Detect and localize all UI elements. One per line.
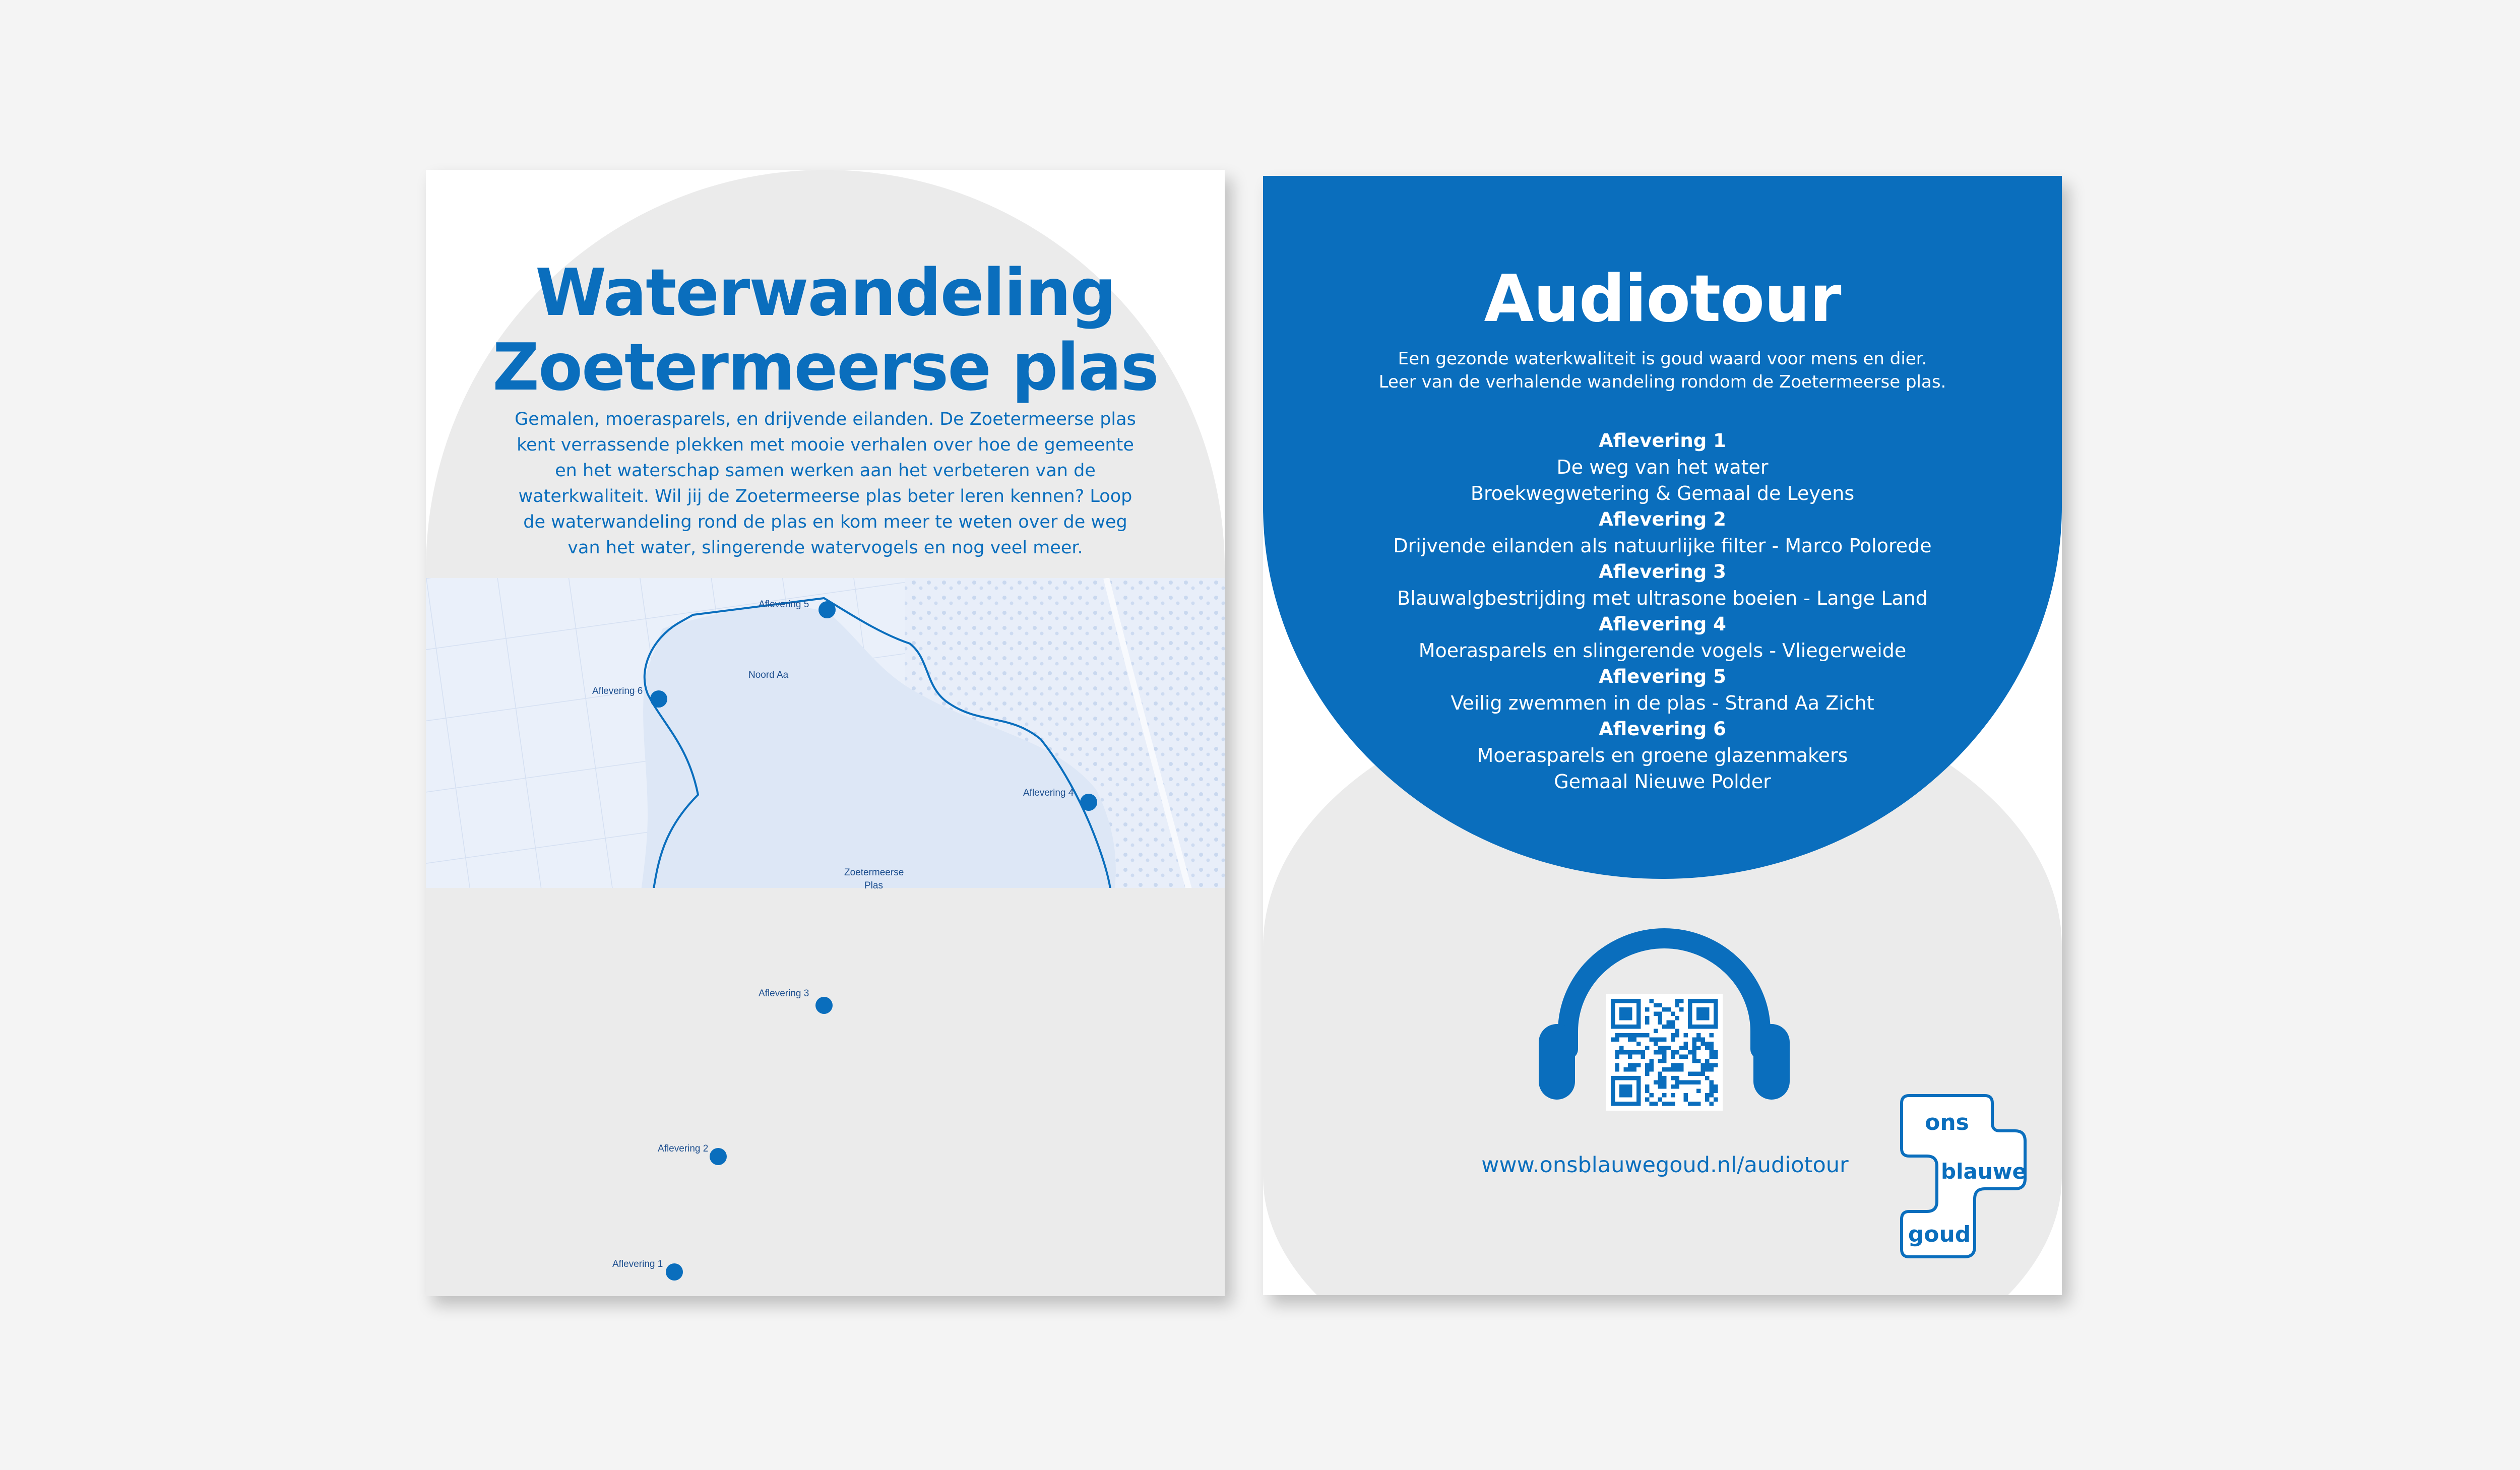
headphones-icon (1538, 923, 1791, 1120)
marker-aflevering-2[interactable] (658, 1143, 727, 1165)
episode-4-heading: Aflevering 4 (1599, 613, 1726, 635)
episode-6-line-2: Gemaal Nieuwe Polder (1554, 771, 1771, 793)
marker-aflevering-3[interactable] (759, 988, 833, 1014)
marker-label-5: Aflevering 5 (759, 599, 809, 610)
title-line-2: Zoetermeerse plas (492, 330, 1158, 405)
logo-shape (1899, 1091, 2030, 1262)
episode-6-heading: Aflevering 6 (1599, 718, 1726, 740)
episode-1-line-2: Broekwegwetering & Gemaal de Leyens (1470, 482, 1855, 504)
intro-line-2: Leer van de verhalende wandeling rondom de Zoetermeerse plas. (1378, 372, 1946, 392)
episode-2-line-1: Drijvende eilanden als natuurlijke filter - Marco Polorede (1393, 535, 1932, 557)
marker-aflevering-1[interactable] (612, 1259, 683, 1281)
audiotour-title: Audiotour (1484, 262, 1841, 337)
intro-text: Gemalen, moerasparels, en drijvende eilanden. De Zoetermeerse plas kent verrassende plekken met mooie verhalen over hoe de gemeente en het waterschap samen werken aan het verbeteren van de waterkwaliteit. Wil jij de Zoetermeerse plas beter leren kennen? Loop de waterwandeling rond de plas en kom meer te weten over de weg van het water, slingerende watervogels en nog veel meer. (515, 409, 1136, 558)
map-svg (426, 578, 1225, 1296)
episode-1-heading: Aflevering 1 (1599, 430, 1726, 452)
episode-1-line-1: De weg van het water (1556, 456, 1769, 478)
marker-label-3: Aflevering 3 (759, 988, 809, 999)
logo-word-goud: goud (1908, 1222, 1971, 1247)
episode-4-line-1: Moerasparels en slingerende vogels - Vliegerweide (1418, 640, 1907, 662)
lake-label-noord-aa: Noord Aa (748, 670, 789, 680)
qr-code[interactable] (1606, 994, 1723, 1111)
lake-label-plas-1: Zoetermeerse (844, 867, 904, 878)
marker-label-6: Aflevering 6 (592, 686, 643, 696)
logo-word-ons: ons (1925, 1110, 1969, 1135)
route-map (426, 578, 1225, 1296)
intro-line-1: Een gezonde waterkwaliteit is goud waard voor mens en dier. (1398, 349, 1927, 369)
lake-label-plas-2: Plas (864, 880, 883, 891)
brochure-back (1263, 176, 2062, 1295)
episode-5-heading: Aflevering 5 (1599, 666, 1726, 687)
episode-6-line-1: Moerasparels en groene glazenmakers (1477, 744, 1848, 766)
marker-label-2: Aflevering 2 (658, 1143, 709, 1154)
episode-5-line-1: Veilig zwemmen in de plas - Strand Aa Zicht (1451, 692, 1874, 714)
marker-label-4: Aflevering 4 (1023, 788, 1074, 798)
audiotour-link[interactable]: www.onsblauwegoud.nl/audiotour (1481, 1153, 1849, 1178)
episode-3-line-1: Blauwalgbestrijding met ultrasone boeien - Lange Land (1397, 587, 1928, 609)
logo-word-blauwe: blauwe (1941, 1159, 2027, 1184)
title-line-1: Waterwandeling (535, 255, 1115, 331)
brochure-front (426, 170, 1225, 1296)
marker-label-1: Aflevering 1 (612, 1259, 663, 1269)
episode-3-heading: Aflevering 3 (1599, 561, 1726, 583)
episode-2-heading: Aflevering 2 (1599, 508, 1726, 530)
ons-blauwe-goud-logo (1899, 1091, 2030, 1262)
